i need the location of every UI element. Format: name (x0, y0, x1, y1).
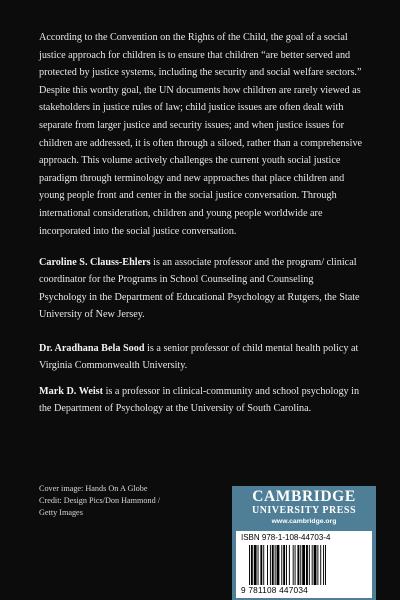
author-bio-weist (39, 383, 363, 418)
barcode-bar (320, 545, 321, 585)
barcode-bar (249, 545, 250, 585)
cover-image-credits (39, 483, 209, 519)
publisher-block (232, 486, 376, 600)
barcode-bar (314, 545, 317, 585)
credit-line: Credit: Design Pics/Don Hammond / (39, 496, 160, 505)
barcode-bar (272, 545, 274, 585)
barcode-bar (267, 545, 268, 585)
credit-line: Getty Images (39, 508, 83, 517)
barcode-bar (297, 545, 299, 585)
author-bio-text: is an associate professor and the program/ clinical coordinator for the Programs in School Counseling and Counseling Psychology in the Department of Educational Psychology at Rutgers, the State University of New Jersey. (39, 257, 360, 321)
barcode-bar (270, 545, 271, 585)
author-bio-text: is a senior professor of child mental health policy at Virginia Commonwealth University. (39, 343, 359, 372)
barcode-bar (277, 545, 280, 585)
barcode-bar (263, 545, 264, 585)
barcode-bar (306, 545, 308, 585)
barcode-bar (325, 545, 326, 585)
barcode-bar (283, 545, 285, 585)
credit-line: Cover image: Hands On A Globe (39, 484, 148, 493)
barcode-bar (275, 545, 276, 585)
barcode-bar (286, 545, 287, 585)
barcode-bar (254, 545, 257, 585)
barcode-bar (281, 545, 282, 585)
barcode-bar (295, 545, 296, 585)
author-bio-sood (39, 340, 363, 375)
author-bio-text: is a professor in clinical-community and school psychology in the Department of Psychology at the University of South Carolina. (39, 386, 360, 415)
barcode-bar (312, 545, 313, 585)
barcode-bar (309, 545, 310, 585)
publisher-logo-name: CAMBRIDGE (252, 488, 356, 505)
barcode-bar (258, 545, 259, 585)
isbn-barcode (236, 531, 372, 598)
author-bio-clauss-ehlers (39, 254, 363, 324)
barcode-bar (251, 545, 253, 585)
barcode-bars (249, 545, 367, 585)
barcode-bar (317, 545, 318, 585)
barcode-bar (302, 545, 305, 585)
barcode-bar (300, 545, 301, 585)
author-name: Caroline S. Clauss-Ehlers (39, 257, 151, 268)
isbn-label: ISBN 978-1-108-44703-4 (241, 533, 331, 542)
author-name: Dr. Aradhana Bela Sood (39, 343, 145, 354)
book-description: According to the Convention on the Rights of the Child, the goal of a social justice approach for children is to ensure that children “are better served and protected by justice systems, including the security and social welfare sectors.” Despite this worthy goal, the UN documents how children are rarely viewed as stakeholders in justice rules of law; child justice issues are often dealt with separate from larger justice and security issues; and when justice issues for children are addressed, it is often through a siloed, rather than a comprehensive approach. This volume actively challenges the current youth social justice paradigm through terminology and new approaches that place children and young people front and center in the social justice conversation. Through international consideration, children and young people worldwide are incorporated into the social justice conversation. (39, 32, 363, 237)
barcode-bar (323, 545, 324, 585)
publisher-logo-subtitle: UNIVERSITY PRESS (251, 505, 357, 516)
barcode-bar (289, 545, 290, 585)
barcode-bar (293, 545, 294, 585)
barcode-bar (260, 545, 262, 585)
barcode-digits: 9 781108 447034 (241, 585, 308, 595)
author-name: Mark D. Weist (39, 386, 104, 397)
publisher-url: www.cambridge.org (271, 518, 337, 525)
